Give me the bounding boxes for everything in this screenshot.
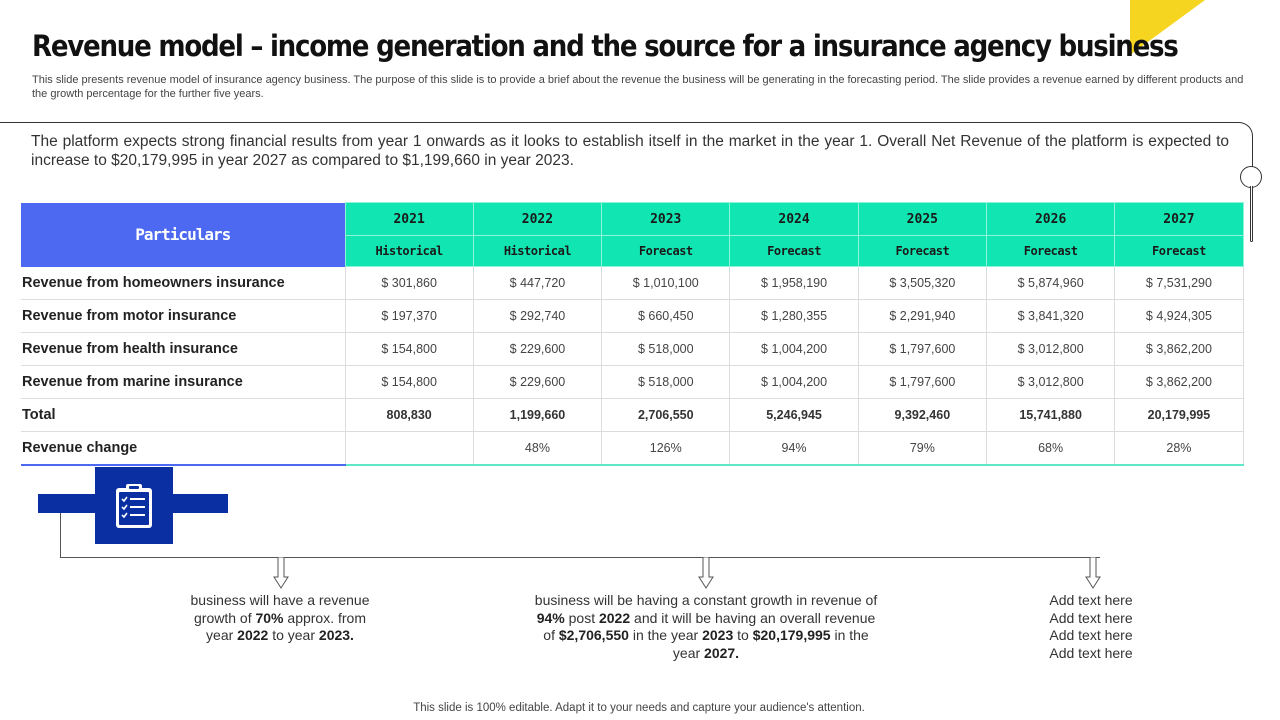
row-label: Revenue change <box>21 432 345 466</box>
year-header: 2021 <box>345 203 473 236</box>
down-arrow-icon <box>1085 557 1101 589</box>
note-right <box>1021 592 1161 662</box>
table-cell: $ 1,797,600 <box>858 366 986 399</box>
year-header: 2022 <box>473 203 601 236</box>
total-row <box>21 399 1243 432</box>
table-cell: $ 447,720 <box>473 267 601 300</box>
down-arrow-icon <box>698 557 714 589</box>
page-title: Revenue model – income generation and the source for a insurance agency business <box>32 29 1178 63</box>
table-cell: $ 660,450 <box>602 300 730 333</box>
table-cell: 1,199,660 <box>473 399 601 432</box>
table-cell: $ 5,874,960 <box>986 267 1114 300</box>
placeholder-text: Add text here <box>1049 644 1133 661</box>
table-cell: $ 292,740 <box>473 300 601 333</box>
table-cell: $ 518,000 <box>602 366 730 399</box>
table-cell: $ 1,958,190 <box>730 267 858 300</box>
table-cell: $ 3,862,200 <box>1115 333 1243 366</box>
kind-header: Forecast <box>730 236 858 267</box>
table-cell: 9,392,460 <box>858 399 986 432</box>
table-cell <box>345 432 473 466</box>
table-cell: $ 229,600 <box>473 366 601 399</box>
row-label: Revenue from motor insurance <box>21 300 345 333</box>
down-arrow-icon <box>273 557 289 589</box>
table-cell: $ 2,291,940 <box>858 300 986 333</box>
footer-text: This slide is 100% editable. Adapt it to your needs and capture your audience's attention. <box>413 702 865 714</box>
clipboard-checklist-icon <box>113 482 155 530</box>
table-cell: $ 1,004,200 <box>730 366 858 399</box>
table-cell: $ 197,370 <box>345 300 473 333</box>
year-header: 2026 <box>986 203 1114 236</box>
note-middle: business will be having a constant growth in revenue of 94% post 2022 and it will be having an overall revenue of $2,706,550 in the year 2023 to $20,179,995 in the year 2027. <box>534 592 878 661</box>
year-header: 2025 <box>858 203 986 236</box>
note-left: business will have a revenue growth of 70% approx. from year 2022 to year 2023. <box>190 592 370 644</box>
table-row <box>21 267 1243 300</box>
revenue-change-row <box>21 432 1243 466</box>
connector-vertical-line <box>60 513 61 558</box>
year-header-row <box>21 203 1243 236</box>
frame-knob-stem <box>1250 186 1253 242</box>
table-cell: 808,830 <box>345 399 473 432</box>
frame-knob <box>1240 166 1262 188</box>
table-cell: $ 3,862,200 <box>1115 366 1243 399</box>
particulars-header: Particulars <box>21 203 345 267</box>
table-cell: 94% <box>730 432 858 466</box>
kind-header: Historical <box>473 236 601 267</box>
table-cell: $ 3,012,800 <box>986 366 1114 399</box>
year-header: 2024 <box>730 203 858 236</box>
kind-header: Forecast <box>1115 236 1243 267</box>
row-label: Revenue from marine insurance <box>21 366 345 399</box>
placeholder-text: Add text here <box>1049 609 1133 626</box>
table-cell: $ 1,797,600 <box>858 333 986 366</box>
table-cell: $ 3,841,320 <box>986 300 1114 333</box>
kind-header: Forecast <box>602 236 730 267</box>
table-cell: 79% <box>858 432 986 466</box>
intro-text: The platform expects strong financial results from year 1 onwards as it looks to establish itself in the market in the year 1. Overall Net Revenue of the platform is expected to increase to $20,179,995 in year 2027 as compared to $1,199,660 in year 2023. <box>31 133 1229 169</box>
table-cell: $ 3,505,320 <box>858 267 986 300</box>
page-subtitle: This slide presents revenue model of insurance agency business. The purpose of this slide is to provide a brief about the revenue the business will be generating in the forecasting period. The slide provides a revenue earned by different products and the growth percentage for the further five years. <box>32 74 1244 100</box>
year-header: 2023 <box>602 203 730 236</box>
kind-header: Forecast <box>986 236 1114 267</box>
table-cell: $ 7,531,290 <box>1115 267 1243 300</box>
icon-box <box>95 467 173 544</box>
table-cell: 48% <box>473 432 601 466</box>
table-cell: $ 154,800 <box>345 333 473 366</box>
table-row <box>21 333 1243 366</box>
table-cell: $ 1,010,100 <box>602 267 730 300</box>
table-cell: $ 1,004,200 <box>730 333 858 366</box>
table-cell: $ 518,000 <box>602 333 730 366</box>
table-cell: $ 229,600 <box>473 333 601 366</box>
table-row <box>21 300 1243 333</box>
table-cell: $ 1,280,355 <box>730 300 858 333</box>
table-cell: 2,706,550 <box>602 399 730 432</box>
table-cell: 5,246,945 <box>730 399 858 432</box>
table-cell: 20,179,995 <box>1115 399 1243 432</box>
table-cell: $ 4,924,305 <box>1115 300 1243 333</box>
table-cell: $ 154,800 <box>345 366 473 399</box>
table-row <box>21 366 1243 399</box>
row-label: Revenue from health insurance <box>21 333 345 366</box>
connector-horizontal-line <box>60 557 1100 558</box>
placeholder-text: Add text here <box>1049 627 1133 644</box>
revenue-table <box>21 202 1244 466</box>
table-cell: $ 3,012,800 <box>986 333 1114 366</box>
kind-header: Forecast <box>858 236 986 267</box>
table-cell: $ 301,860 <box>345 267 473 300</box>
kind-header: Historical <box>345 236 473 267</box>
row-label: Total <box>21 399 345 432</box>
table-cell: 15,741,880 <box>986 399 1114 432</box>
table-cell: 28% <box>1115 432 1243 466</box>
table-cell: 126% <box>602 432 730 466</box>
placeholder-text: Add text here <box>1049 592 1133 608</box>
year-header: 2027 <box>1115 203 1243 236</box>
table-cell: 68% <box>986 432 1114 466</box>
row-label: Revenue from homeowners insurance <box>21 267 345 300</box>
